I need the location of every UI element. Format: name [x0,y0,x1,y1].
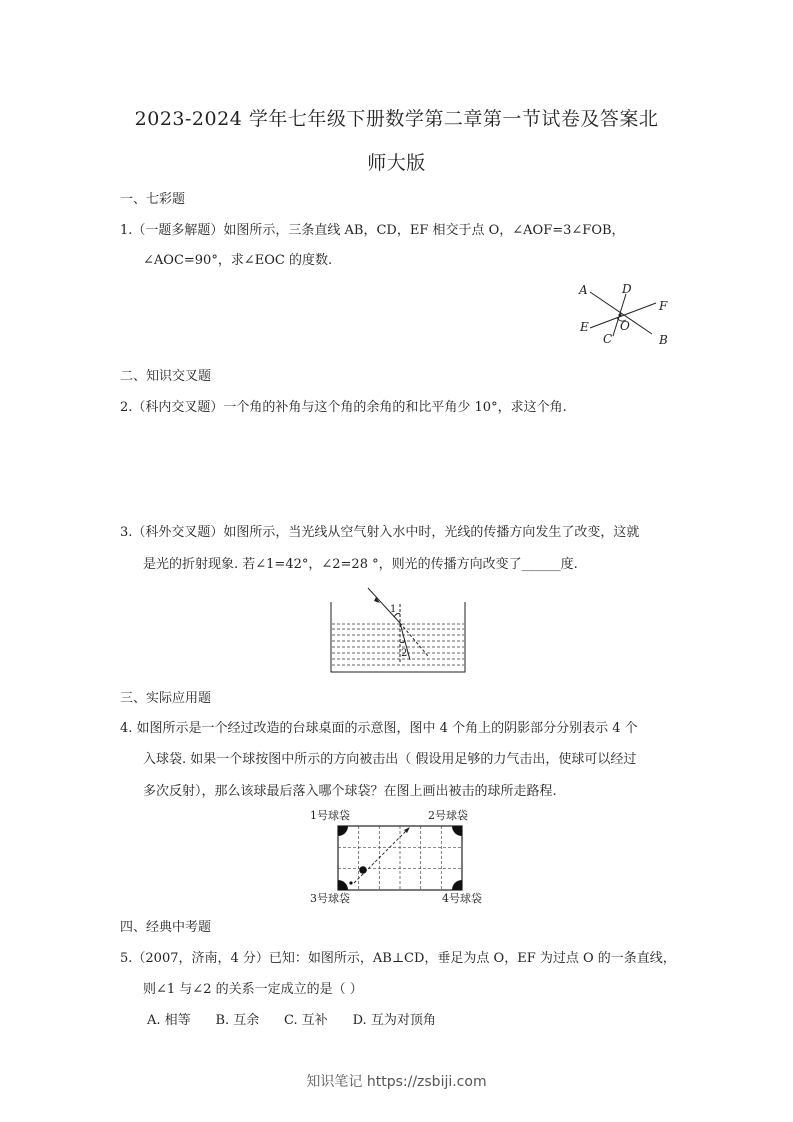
question-5-options: A. 相等 B. 互余 C. 互补 D. 互为对顶角 [147,1013,436,1028]
cue-point [349,881,352,884]
question-3-line-1: 3.（科外交叉题）如图所示，当光线从空气射入水中时，光线的传播方向发生了改变，这就 [120,525,640,540]
label-e: E [580,320,589,334]
section-heading-2: 二、知识交叉题 [120,369,212,384]
question-2-line-1: 2.（科内交叉题）一个角的补角与这个角的余角的和比平角少 10°，求这个角. [120,400,567,415]
question-1-line-1: 1.（一题多解题）如图所示，三条直线 AB，CD，EF 相交于点 O，∠AOF=3∠FOB， [120,223,625,238]
angle-2-label: 2 [401,648,408,659]
point-o [619,314,622,317]
pocket-2 [452,826,462,836]
label-b: B [659,333,668,347]
question-4-line-3: 多次反射），那么该球最后落入哪个球袋？在图上画出被击的球所走路程. [143,784,557,799]
label-d: D [622,282,632,296]
table-grid [338,826,462,890]
document-title-line-2: 师大版 [367,152,426,174]
question-1-line-2: ∠AOC=90°，求∠EOC 的度数. [143,253,333,268]
document-title-line-1: 2023-2024 学年七年级下册数学第二章第一节试卷及答案北 [134,108,659,130]
question-4-line-2: 入球袋. 如果一个球按图中所示的方向被击出（ 假设用足够的力气击出，使球可以经过 [143,752,637,767]
question-5-line-2: 则∠1 与∠2 的关系一定成立的是（ ） [143,982,363,997]
question-4-billiard-table-figure [300,806,500,906]
question-5-line-1: 5.（2007，济南，4 分）已知：如图所示，AB⊥CD，垂足为点 O，EF 为过点 O 的一条直线， [120,951,676,966]
water-lines [332,624,464,665]
footer-watermark[interactable]: 知识笔记 https://zsbiji.com [306,1074,487,1090]
label-f: F [659,299,668,313]
pocket-4 [452,880,462,890]
question-4-line-1: 4. 如图所示是一个经过改造的台球桌面的示意图，图中 4 个角上的阴影部分分别表示 4 个 [120,721,638,736]
label-c: C [603,332,613,346]
ball [359,866,367,874]
pocket-2-label: 2号球袋 [428,809,468,822]
question-3-refraction-figure [328,584,468,678]
pocket-1-label: 1号球袋 [310,809,350,822]
label-o: O [620,319,630,333]
pocket-3 [338,880,348,890]
section-heading-3: 三、实际应用题 [120,691,212,706]
section-heading-1: 一、七彩题 [120,192,186,207]
container-outline [331,602,465,672]
pocket-1 [338,826,348,836]
pocket-4-label: 4号球袋 [442,892,482,905]
question-1-lines-figure [570,280,680,348]
label-a: A [579,283,588,297]
section-heading-4: 四、经典中考题 [120,920,212,935]
angle-1-label: 1 [390,604,397,615]
pocket-3-label: 3号球袋 [310,892,350,905]
question-3-line-2: 是光的折射现象. 若∠1=42°，∠2=28 °，则光的传播方向改变了______度. [143,557,578,572]
